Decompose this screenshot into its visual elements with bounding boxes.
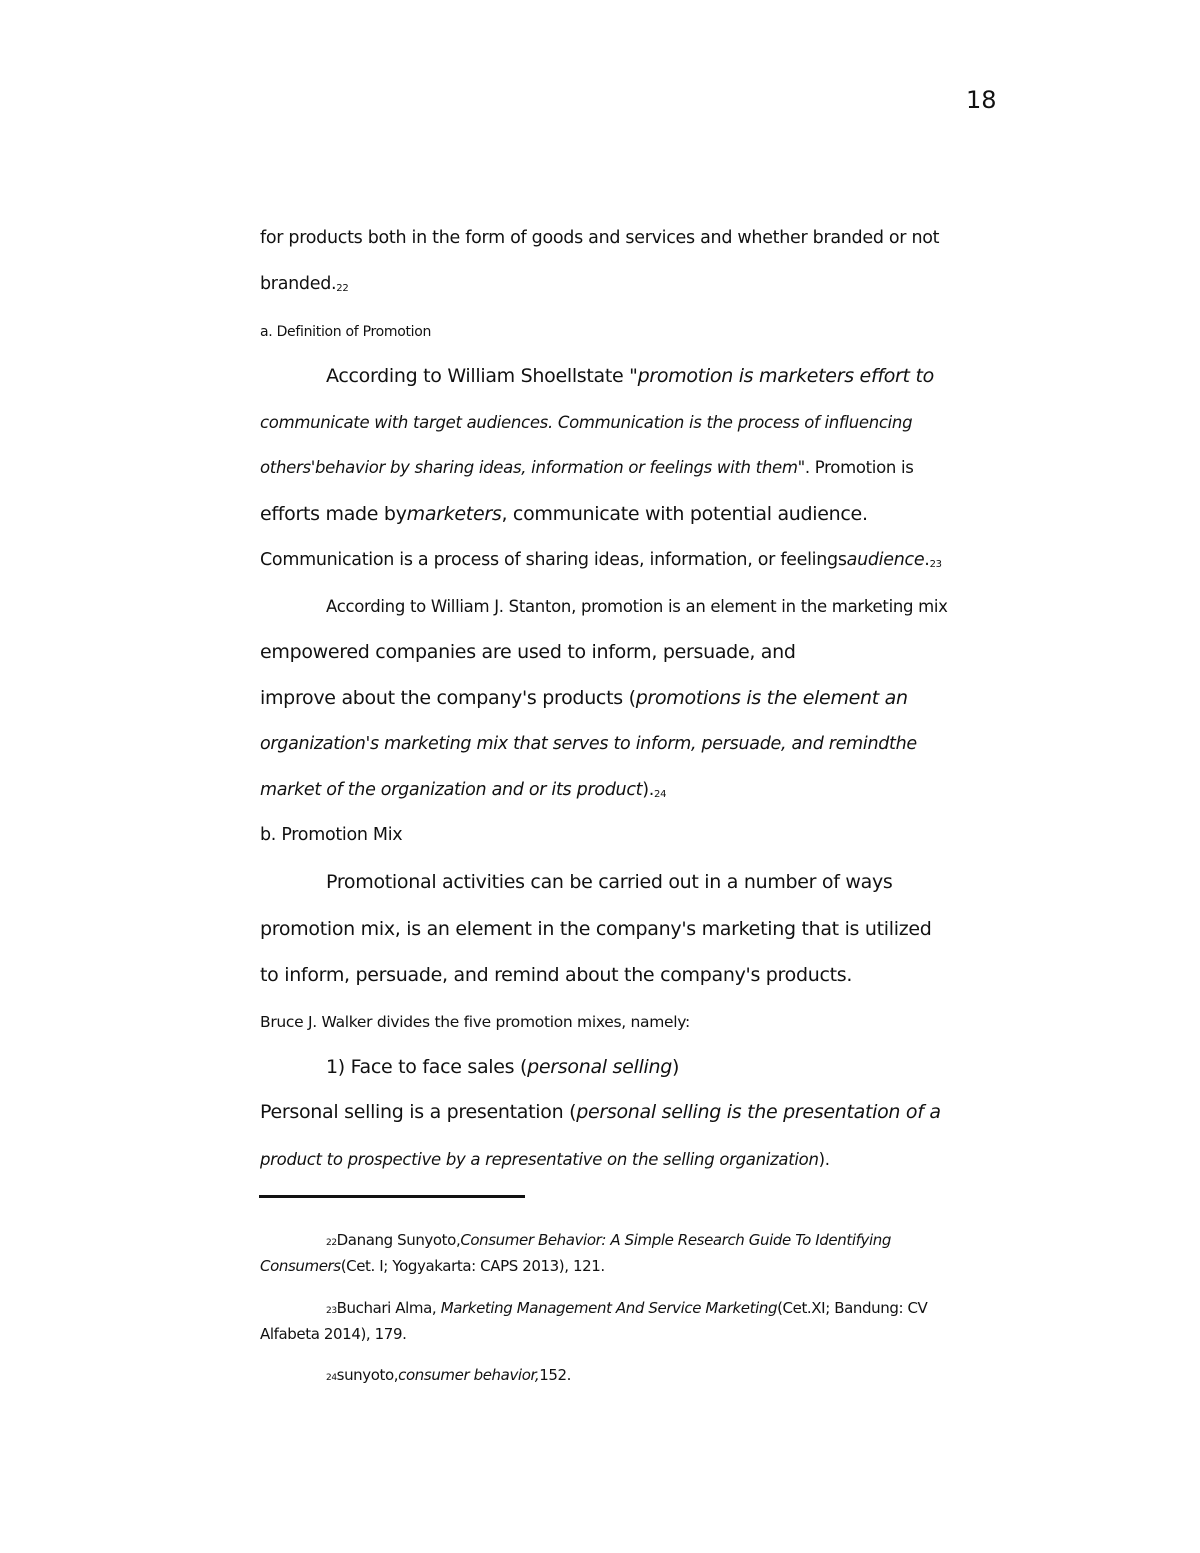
body-text: According to William Shoellstate " [326,365,638,387]
body-text: Promotional activities can be carried out in a number of ways [326,871,893,893]
footnote-title: Consumer Behavior: A Simple Research Guide To Identifying [460,1231,891,1249]
body-line-1 [260,228,939,248]
body-text: to inform, persuade, and remind about the company's products. [260,964,853,986]
body-text: for products both in the form of goods and services and whether branded or not [260,228,940,248]
body-text: ) [671,1056,680,1078]
body-text: empowered companies are used to inform, persuade, and [260,641,796,663]
footnote-number: 23 [326,1306,337,1316]
paragraph-2-line-4 [260,734,917,754]
paragraph-1-line-1 [326,365,934,387]
footnote-number: 24 [326,1373,337,1383]
body-text: Bruce J. Walker divides the five promotion mixes, namely: [260,1013,690,1031]
footnote-publication: Alfabeta 2014), 179. [260,1325,407,1343]
paragraph-1-line-4 [260,503,868,525]
paragraph-1-line-3 [260,458,914,477]
paragraph-1-line-5 [260,550,942,570]
page-number: 18 [966,86,997,114]
footnote-title: Consumers [260,1257,341,1275]
italic-term: marketers [406,503,502,525]
footnote-publication: (Cet. I; Yogyakarta: CAPS 2013), 121. [340,1257,605,1275]
list-item-1 [326,1056,679,1078]
footnote-publication: (Cet.XI; Bandung: CV [777,1299,928,1317]
paragraph-4-line-2 [260,1150,830,1169]
italic-quote: communicate with target audiences. Communication is the process of influencing [260,413,913,432]
italic-quote: personal selling is the presentation of a [576,1101,941,1123]
italic-quote: market of the organization and or its product [260,780,643,800]
body-text: 1) Face to face sales ( [326,1056,528,1078]
heading-definition-of-promotion [260,324,431,340]
paragraph-1-line-2 [260,413,912,432]
paragraph-2-line-2 [260,641,796,663]
italic-quote: promotions is the element an [635,687,908,709]
body-text: Communication is a process of sharing ideas, information, or feelings [260,550,847,570]
paragraph-3-line-4 [260,1013,690,1031]
footnote-ref-23[interactable]: 23 [929,559,942,570]
paragraph-2-line-3 [260,687,908,709]
footnote-title: consumer behavior, [398,1366,540,1384]
footnote-ref-22[interactable]: 22 [336,283,349,294]
footnote-author: Danang Sunyoto, [336,1231,461,1249]
footnote-line [260,1364,960,1390]
italic-term: audience [846,550,925,570]
heading-text: a. Definition of Promotion [260,324,432,340]
paragraph-3-line-2 [260,918,932,940]
italic-term: personal selling [527,1056,672,1078]
italic-quote: promotion is marketers effort to [637,365,934,387]
body-text: According to William J. Stanton, promotion is an element in the marketing mix [326,597,948,616]
footnote-line [260,1323,960,1346]
footnote-line [260,1297,960,1323]
footnote-publication: 152. [539,1366,572,1384]
footnote-title: Marketing Management And Service Marketing [440,1299,778,1317]
body-text: . [924,550,930,570]
body-text: ". Promotion is [797,458,914,477]
footnote-22 [260,1229,960,1278]
body-text: , communicate with potential audience. [501,503,868,525]
footnote-ref-24[interactable]: 24 [654,789,667,800]
body-text: improve about the company's products ( [260,687,636,709]
footnote-line [260,1255,960,1278]
paragraph-3-line-3 [260,964,852,986]
italic-quote: organization's marketing mix that serves to inform, persuade, and remindthe [260,734,917,754]
body-text: Personal selling is a presentation ( [260,1101,577,1123]
paragraph-4-line-1 [260,1101,941,1123]
paragraph-2-line-5 [260,780,666,800]
paragraph-2-line-1 [326,597,948,616]
body-text: efforts made by [260,503,407,525]
footnote-line [260,1229,960,1255]
italic-quote: product to prospective by a representative on the selling organization [260,1150,819,1169]
italic-quote: others'behavior by sharing ideas, information or feelings with them [260,458,798,477]
body-text: promotion mix, is an element in the company's marketing that is utilized [260,918,932,940]
footnote-number: 22 [326,1238,337,1248]
footnote-24 [260,1364,960,1390]
body-text: ). [818,1150,830,1169]
footnote-separator [259,1195,525,1198]
paragraph-3-line-1 [326,871,893,893]
heading-promotion-mix [260,825,402,845]
body-line-2 [260,274,348,294]
footnote-23 [260,1297,960,1346]
heading-text: b. Promotion Mix [260,825,403,845]
body-text: ). [642,780,655,800]
body-text: branded. [260,274,337,294]
footnote-author: Buchari Alma, [336,1299,437,1317]
footnote-author: sunyoto, [336,1366,399,1384]
